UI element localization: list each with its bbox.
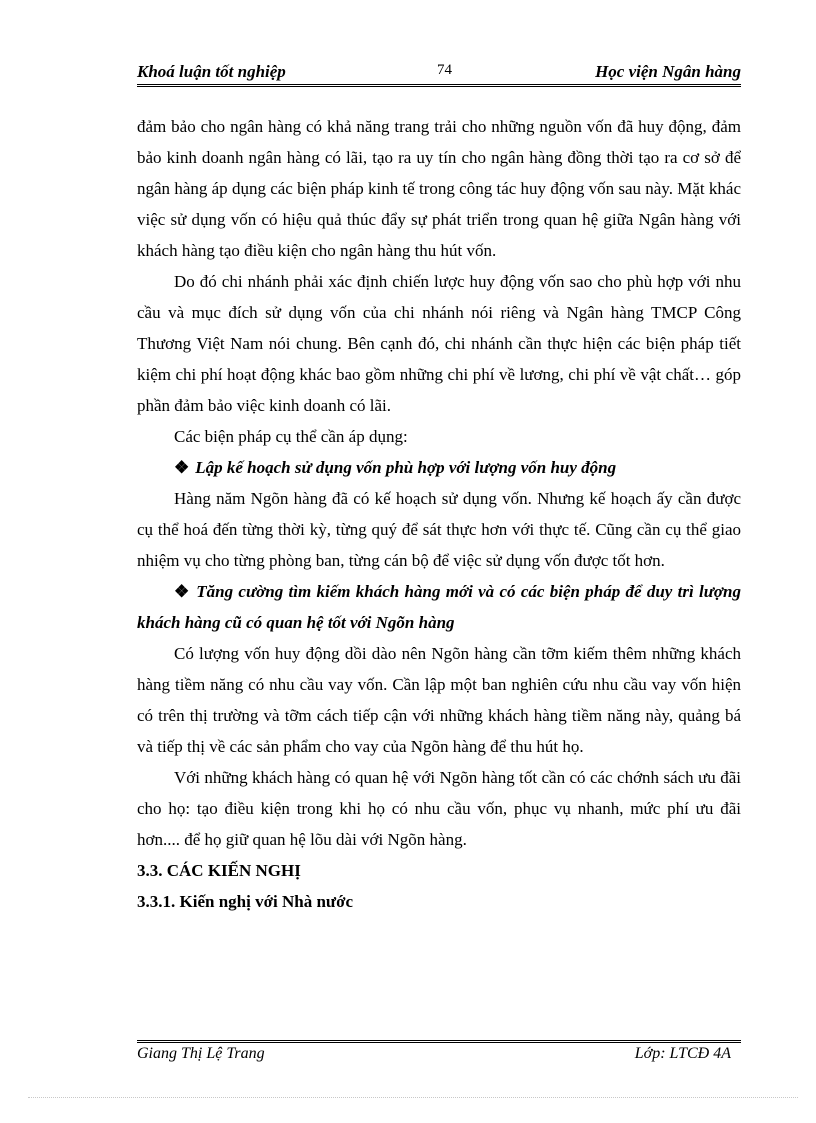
header-institution: Học viện Ngân hàng (595, 62, 741, 81)
page-header (137, 60, 741, 86)
document-body (137, 111, 741, 917)
paragraph: Với những khách hàng có quan hệ với Ngõn hàng tốt cần có các chớnh sách ưu đãi cho họ: tạo điều kiện trong khi họ có nhu cầu vốn, phục vụ nhanh, mức phí ưu đãi hơn.... để họ giữ quan hệ lõu dài với Ngõn hàng. (137, 768, 741, 849)
page-number: 74 (437, 62, 452, 78)
footer-author: Giang Thị Lệ Trang (137, 1045, 265, 1062)
page-edge-divider (28, 1097, 798, 1098)
footer-class: Lớp: LTCĐ 4A (634, 1045, 731, 1062)
section-heading: 3.3. CÁC KIẾN NGHỊ (137, 861, 301, 880)
header-rule (137, 84, 741, 87)
bullet-heading (137, 452, 741, 483)
diamond-bullet-icon: ❖ (174, 582, 191, 601)
footer-rule (137, 1040, 741, 1043)
bullet-heading (137, 576, 741, 638)
bullet-heading-text: Lập kế hoạch sử dụng vốn phù hợp với lượng vốn huy động (195, 458, 617, 477)
paragraph: Các biện pháp cụ thể cần áp dụng: (174, 427, 408, 446)
paragraph: đảm bảo cho ngân hàng có khả năng trang trải cho những nguồn vốn đã huy động, đảm bảo kinh doanh ngân hàng có lãi, tạo ra uy tín cho ngân hàng đồng thời tạo ra cơ sở để ngân hàng áp dụng các biện pháp kinh tế trong công tác huy động vốn sau này. Mặt khác việc sử dụng vốn có hiệu quả thúc đẩy sự phát triển trong quan hệ giữa Ngân hàng với khách hàng tạo điều kiện cho ngân hàng thu hút vốn. (137, 117, 741, 260)
bullet-heading-text: Tăng cường tìm kiếm khách hàng mới và có các biện pháp để duy trì lượng khách hàng cũ có quan hệ tốt với Ngõn hàng (137, 582, 741, 632)
header-thesis-title: Khoá luận tốt nghiệp (137, 62, 286, 81)
diamond-bullet-icon: ❖ (174, 458, 190, 477)
subsection-heading: 3.3.1. Kiến nghị với Nhà nước (137, 892, 354, 911)
paragraph: Hàng năm Ngõn hàng đã có kế hoạch sử dụng vốn. Nhưng kế hoạch ấy cần được cụ thể hoá đến từng thời kỳ, từng quý để sát thực hơn với thực tế. Cũng cần cụ thể giao nhiệm vụ cho từng phòng ban, từng cán bộ để việc sử dụng vốn được tốt hơn. (137, 489, 741, 570)
page-footer (137, 1045, 741, 1069)
paragraph: Có lượng vốn huy động dồi dào nên Ngõn hàng cần tỡm kiếm thêm những khách hàng tiềm năng có nhu cầu vay vốn. Cần lập một ban nghiên cứu nhu cầu vay vốn hiện có trên thị trường và tỡm cách tiếp cận với những khách hàng tiềm năng này, quảng bá và tiếp thị về các sản phẩm cho vay của Ngõn hàng để thu hút họ. (137, 644, 741, 756)
paragraph: Do đó chi nhánh phải xác định chiến lược huy động vốn sao cho phù hợp với nhu cầu và mục đích sử dụng vốn của chi nhánh nói riêng và Ngân hàng TMCP Công Thương Việt Nam nói chung. Bên cạnh đó, chi nhánh cần thực hiện các biện pháp tiết kiệm chi phí hoạt động khác bao gồm những chi phí về lương, chi phí về vật chất… góp phần đảm bảo việc kinh doanh có lãi. (137, 272, 741, 415)
